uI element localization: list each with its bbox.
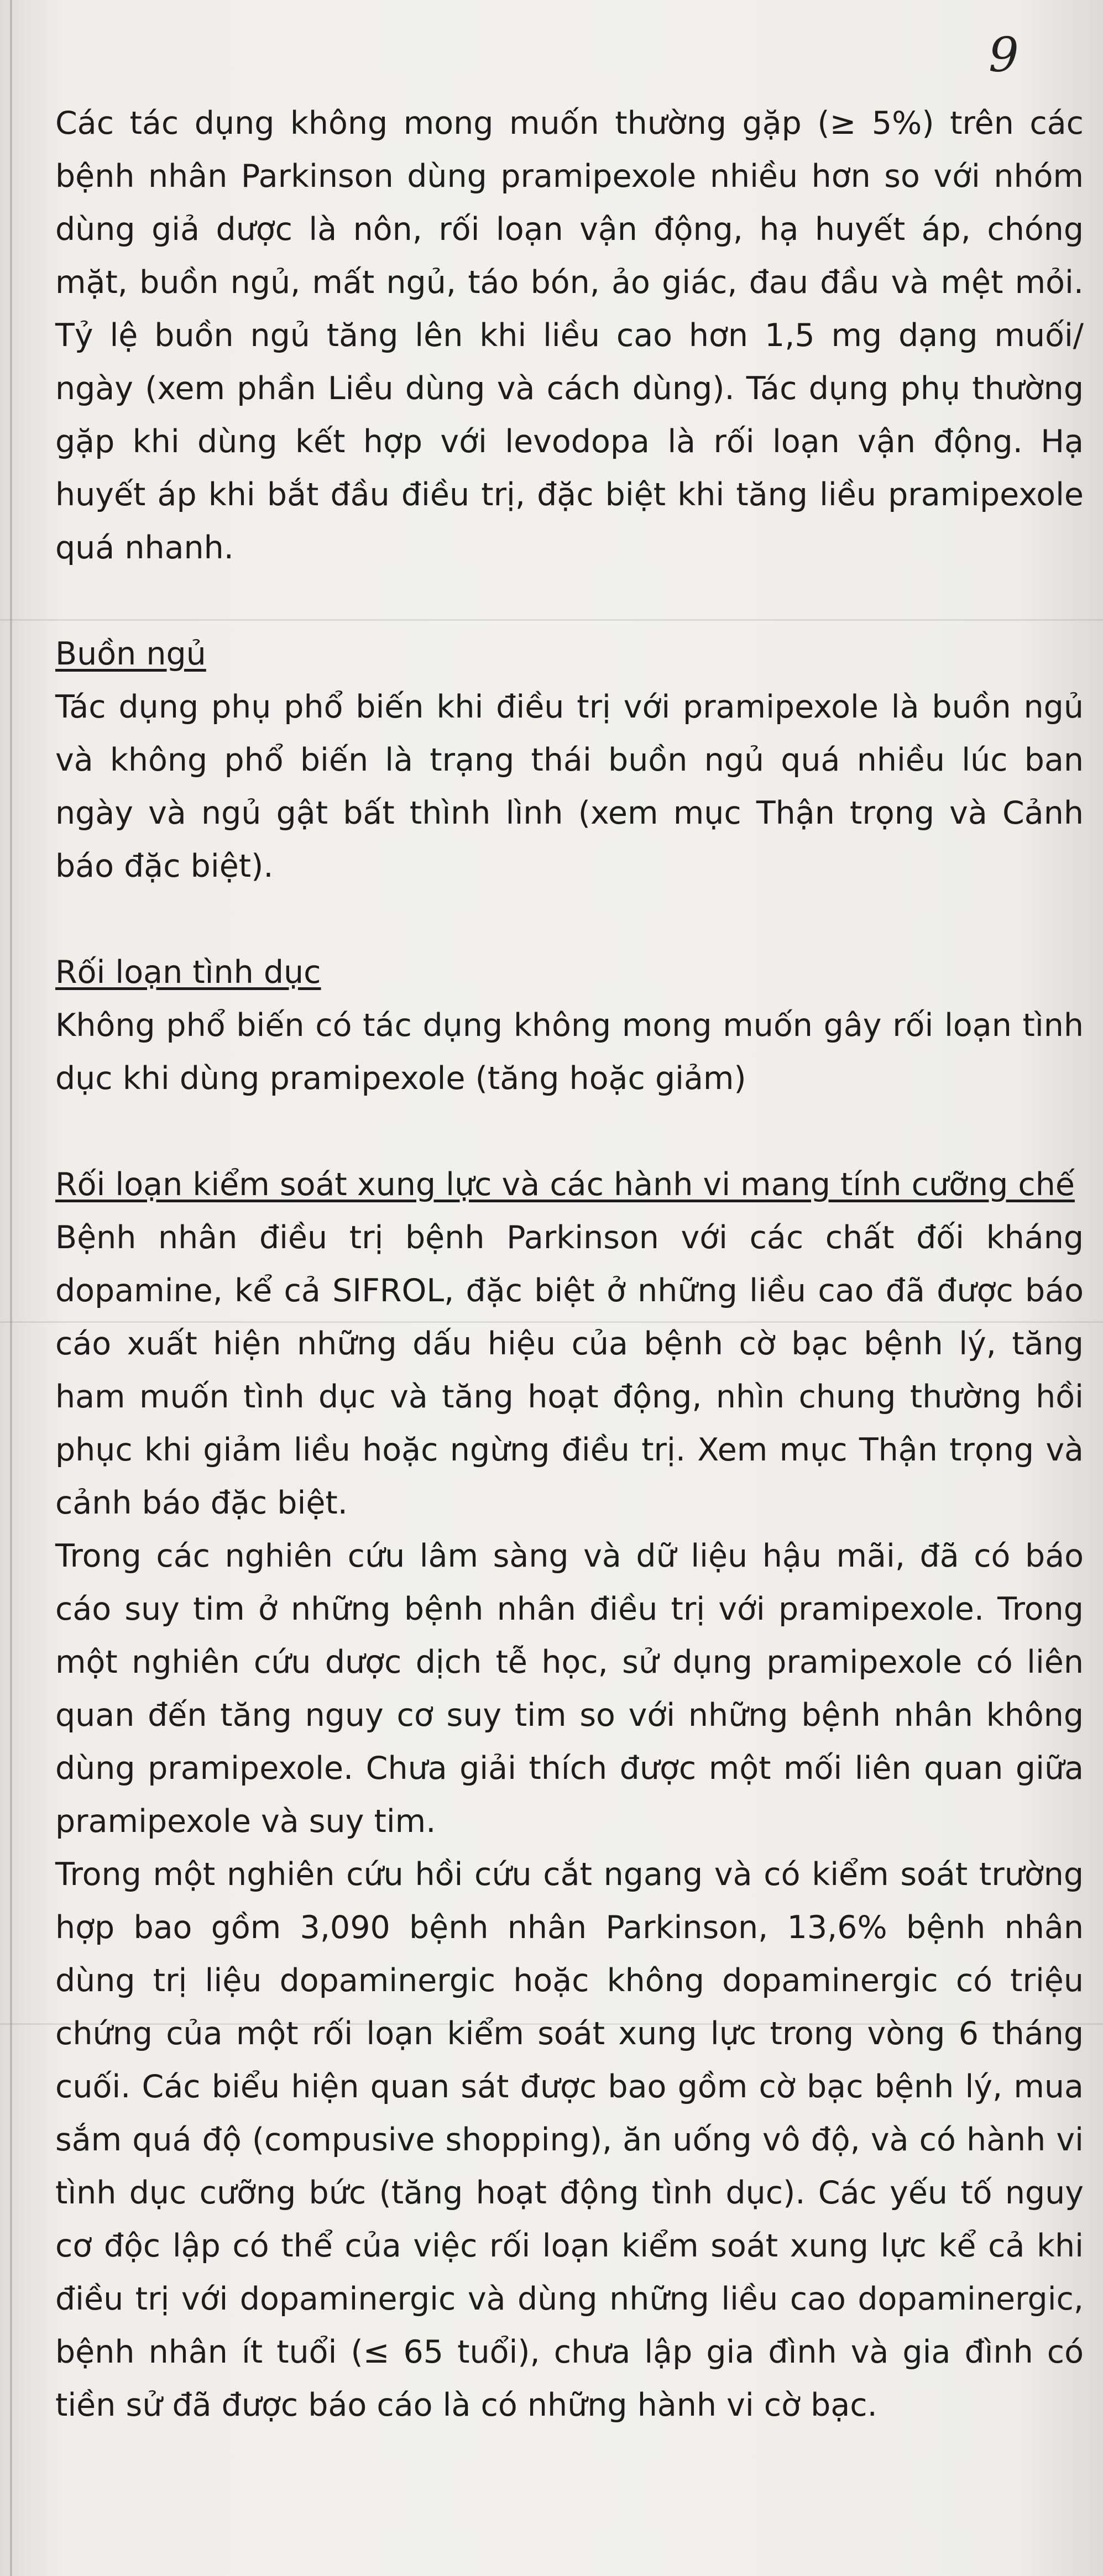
section-heading-drowsiness: Buồn ngủ	[55, 636, 206, 672]
page-number: 9	[989, 28, 1019, 83]
section-paragraph: Bệnh nhân điều trị bệnh Parkinson với các chất đối kháng dopamine, kể cả SIFROL, đặc biệt ở những liều cao đã được báo cáo xuất hiện những dấu hiệu của bệnh cờ bạc bệnh lý, tăng ham muốn tình dục và tăng hoạt động, nhìn chung thường hồi phục khi giảm liều hoặc ngừng điều trị. Xem mục Thận trọng và cảnh báo đặc biệt.	[55, 1219, 1084, 1521]
section-paragraph: Tác dụng phụ phổ biến khi điều trị với pramipexole là buồn ngủ và không phổ biến là trạng thái buồn ngủ quá nhiều lúc ban ngày và ngủ gật bất thình lình (xem mục Thận trọng và Cảnh báo đặc biệt).	[55, 689, 1084, 884]
section-heading-impulse-control: Rối loạn kiểm soát xung lực và các hành vi mang tính cưỡng chế	[55, 1166, 1075, 1203]
section-paragraph: Không phổ biến có tác dụng không mong muốn gây rối loạn tình dục khi dùng pramipexole (tăng hoặc giảm)	[55, 1007, 1084, 1097]
section-paragraph: Trong một nghiên cứu hồi cứu cắt ngang và có kiểm soát trường hợp bao gồm 3,090 bệnh nhân Parkinson, 13,6% bệnh nhân dùng trị liệu dopaminergic hoặc không dopaminergic có triệu chứng của một rối loạn kiểm soát xung lực trong vòng 6 tháng cuối. Các biểu hiện quan sát được bao gồm cờ bạc bệnh lý, mua sắm quá độ (compusive shopping), ăn uống vô độ, và có hành vi tình dục cưỡng bức (tăng hoạt động tình dục). Các yếu tố nguy cơ độc lập có thể của việc rối loạn kiểm soát xung lực kể cả khi điều trị với dopaminergic và dùng những liều cao dopaminergic, bệnh nhân ít tuổi (≤ 65 tuổi), chưa lập gia đình và gia đình có tiền sử đã được báo cáo là có những hành vi cờ bạc.	[55, 1856, 1084, 2423]
intro-paragraph: Các tác dụng không mong muốn thường gặp (≥ 5%) trên các bệnh nhân Parkinson dùng pramipexole nhiều hơn so với nhóm dùng giả dược là nôn, rối loạn vận động, hạ huyết áp, chóng mặt, buồn ngủ, mất ngủ, táo bón, ảo giác, đau đầu và mệt mỏi. Tỷ lệ buồn ngủ tăng lên khi liều cao hơn 1,5 mg dạng muối/ ngày (xem phần Liều dùng và cách dùng). Tác dụng phụ thường gặp khi dùng kết hợp với levodopa là rối loạn vận động. Hạ huyết áp khi bắt đầu điều trị, đặc biệt khi tăng liều pramipexole quá nhanh.	[55, 105, 1084, 566]
paper-edge	[10, 0, 12, 2576]
section-heading-sexual-dysfunction: Rối loạn tình dục	[55, 954, 321, 991]
document-body	[55, 97, 1084, 2432]
section-paragraph: Trong các nghiên cứu lâm sàng và dữ liệu hậu mãi, đã có báo cáo suy tim ở những bệnh nhân điều trị với pramipexole. Trong một nghiên cứu dược dịch tễ học, sử dụng pramipexole có liên quan đến tăng nguy cơ suy tim so với những bệnh nhân không dùng pramipexole. Chưa giải thích được một mối liên quan giữa pramipexole và suy tim.	[55, 1538, 1084, 1840]
